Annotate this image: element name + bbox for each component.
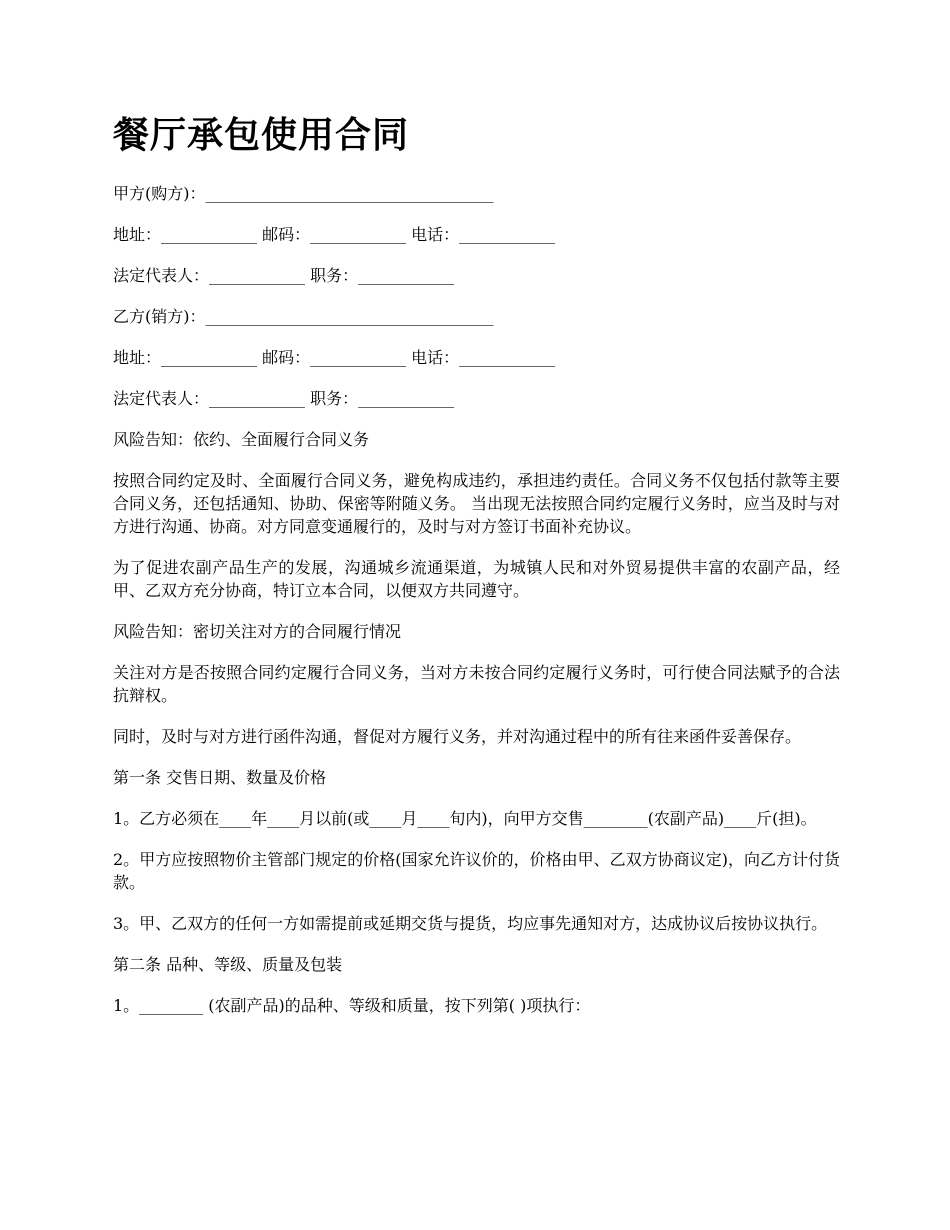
document-title: 餐厅承包使用合同: [113, 115, 410, 156]
party-a-name-line: 甲方(购方)：____________________________________: [113, 184, 494, 203]
party-b-address-line: 地址：____________ 邮码：____________ 电话：____________: [113, 348, 556, 367]
clause-paragraph: 3。甲、乙双方的任何一方如需提前或延期交货与提货，均应事先通知对方，达成协议后按协议执行。: [113, 914, 828, 933]
party-b-name-line: 乙方(销方)：____________________________________: [113, 307, 494, 326]
party-b-representative-line: 法定代表人：____________ 职务：____________: [113, 389, 455, 408]
risk-notice-paragraph: 按照合同约定及时、全面履行合同义务，避免构成违约，承担违约责任。合同义务不仅包括付款等主要合同义务，还包括通知、协助、保密等附随义务。 当出现无法按照合同约定履行义务时，应当及时与对方进行沟通、协商。对方同意变通履行的，及时与对方签订书面补充协议。: [113, 471, 840, 536]
article-heading: 第一条 交售日期、数量及价格: [113, 768, 327, 787]
risk-notice-heading: 风险告知：依约、全面履行合同义务: [113, 430, 370, 449]
party-a-representative-line: 法定代表人：____________ 职务：____________: [113, 266, 455, 285]
preamble-paragraph: 为了促进农副产品生产的发展，沟通城乡流通渠道，为城镇人民和对外贸易提供丰富的农副产品，经甲、乙双方充分协商，特订立本合同，以便双方共同遵守。: [113, 558, 840, 600]
article-heading: 第二条 品种、等级、质量及包装: [113, 955, 343, 974]
clause-paragraph: 2。甲方应按照物价主管部门规定的价格(国家允许议价的，价格由甲、乙双方协商议定)，向乙方计付货款。: [113, 850, 840, 892]
risk-notice-paragraph: 同时，及时与对方进行函件沟通，督促对方履行义务，并对沟通过程中的所有往来函件妥善保存。: [113, 727, 802, 746]
risk-notice-paragraph: 关注对方是否按照合同约定履行合同义务，当对方未按合同约定履行义务时，可行使合同法赋予的合法抗辩权。: [113, 663, 840, 705]
risk-notice-heading: 风险告知：密切关注对方的合同履行情况: [113, 622, 402, 641]
clause-paragraph: 1。乙方必须在____年____月以前(或____月____旬内)，向甲方交售________(农副产品)____斤(担)。: [113, 809, 817, 828]
clause-paragraph: 1。________ (农副产品)的品种、等级和质量，按下列第( )项执行：: [113, 996, 591, 1015]
party-a-address-line: 地址：____________ 邮码：____________ 电话：____________: [113, 225, 556, 244]
